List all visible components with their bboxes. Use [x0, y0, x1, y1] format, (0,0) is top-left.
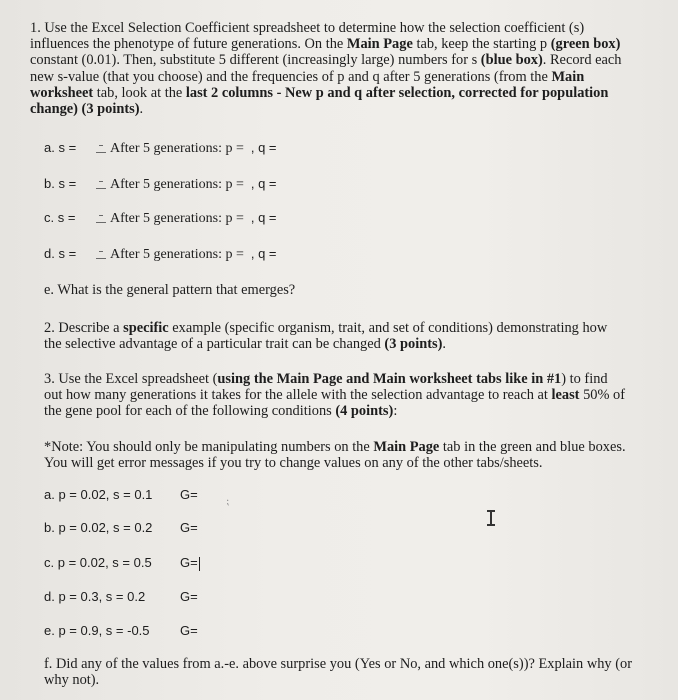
- question-3-text: 3. Use the Excel spreadsheet (using the Main Page and Main worksheet tabs like in #1) to find out how many generations it takes for the allele with the selection advantage to reach at least 50% of the gene pool for each of the following conditions (4 points):: [44, 371, 626, 420]
- g-input-b[interactable]: G=: [180, 520, 198, 535]
- dropdown-icon[interactable]: [96, 214, 106, 224]
- q3-row-label: b. p = 0.02, s = 0.2: [44, 520, 153, 535]
- q1-row-label: b. s =: [44, 176, 77, 191]
- q1-row-label: d. s =: [44, 246, 77, 261]
- q1-row-q: , q =: [250, 176, 277, 191]
- q1-row-b: [44, 176, 277, 193]
- q1-row-a: [44, 140, 277, 157]
- dropdown-icon[interactable]: [96, 250, 106, 260]
- q1-row-q: , q =: [250, 210, 277, 225]
- question-3f-text: f. Did any of the values from a.-e. above surprise you (Yes or No, and which one(s))? Explain why (or why not).: [44, 656, 632, 689]
- g-input-d[interactable]: G=: [180, 589, 198, 604]
- q1-row-text: After 5 generations: p =: [110, 141, 244, 156]
- q1-row-text: After 5 generations: p =: [110, 177, 244, 192]
- g-input-c[interactable]: G=: [180, 555, 198, 570]
- q3-row-d: [44, 589, 145, 606]
- note-text: *Note: You should only be manipulating numbers on the Main Page tab in the green and blue boxes. You will get error messages if you try to change values on any of the other tabs/sheets.: [44, 439, 626, 472]
- g-input-a[interactable]: G=: [180, 487, 198, 502]
- q3-row-e: [44, 623, 150, 640]
- q3-row-label: e. p = 0.9, s = -0.5: [44, 623, 150, 638]
- q3-row-label: c. p = 0.02, s = 0.5: [44, 555, 152, 570]
- question-2-text: 2. Describe a specific example (specific organism, trait, and set of conditions) demonstrating how the selective advantage of a particular trait can be changed (3 points).: [44, 320, 608, 353]
- q1-row-label: c. s =: [44, 210, 76, 225]
- question-1-text: 1. Use the Excel Selection Coefficient spreadsheet to determine how the selection coefficient (s) influences the phenotype of future generations. On the Main Page tab, keep the starting p (green box) constant (0.01). Then, substitute 5 different (increasingly large) numbers for s (blue box). Record each new s-value (that you choose) and the frequencies of p and q after 5 generations (from the Main worksheet tab, look at the last 2 columns - New p and q after selection, corrected for population change) (3 points).: [30, 20, 622, 118]
- q1-row-q: , q =: [250, 246, 277, 261]
- q3-row-b: [44, 520, 152, 537]
- question-1e-text: e. What is the general pattern that emerges?: [44, 282, 296, 298]
- q1-row-q: , q =: [250, 140, 277, 155]
- q1-row-d: [44, 246, 277, 263]
- q1-row-text: After 5 generations: p =: [110, 211, 244, 226]
- ibeam-cursor-icon: [486, 510, 496, 526]
- q1-row-label: a. s =: [44, 140, 77, 155]
- q3-row-label: a. p = 0.02, s = 0.1: [44, 487, 153, 502]
- text-cursor-dots: ⁏: [226, 496, 230, 507]
- q1-row-c: [44, 210, 277, 227]
- q3-row-a: [44, 487, 152, 504]
- g-input-e[interactable]: G=: [180, 623, 198, 638]
- q3-row-c: [44, 555, 152, 572]
- dropdown-icon[interactable]: [96, 180, 106, 190]
- dropdown-icon[interactable]: [96, 144, 106, 154]
- q3-row-label: d. p = 0.3, s = 0.2: [44, 589, 146, 604]
- q1-row-text: After 5 generations: p =: [110, 247, 244, 262]
- text-caret: [199, 557, 200, 571]
